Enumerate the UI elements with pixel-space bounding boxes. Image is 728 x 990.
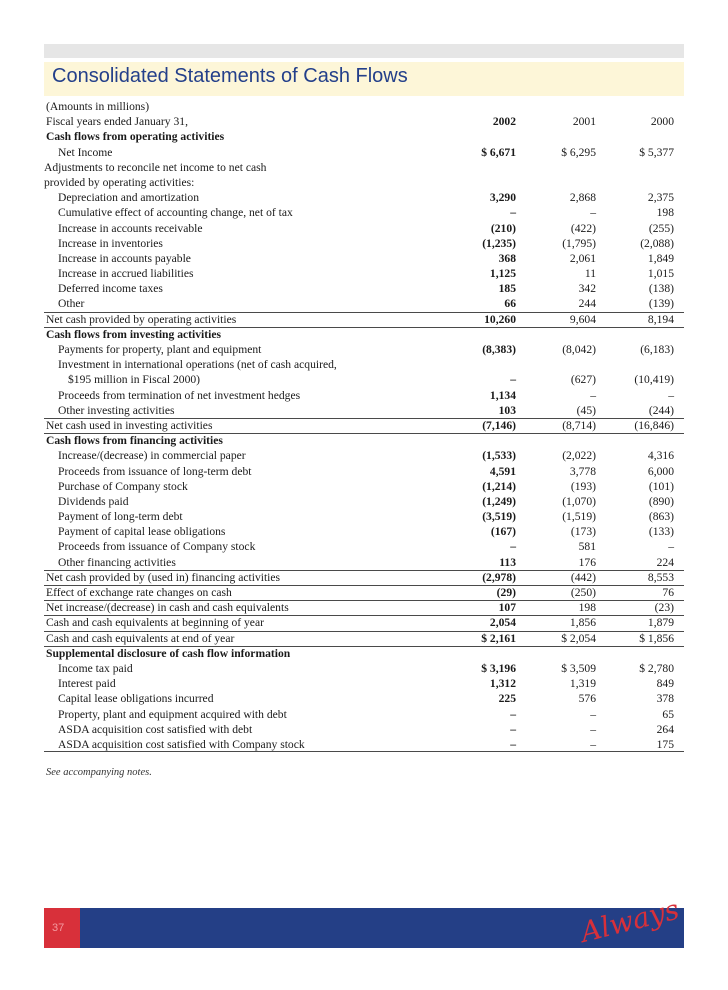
value-2001: (173) (570, 525, 596, 539)
value-2000: (23) (654, 601, 674, 615)
table-row (44, 555, 684, 570)
value-2001: – (590, 722, 596, 736)
table-row (44, 494, 684, 509)
value-2000: (101) (648, 479, 674, 493)
row-label: Net cash used in investing activities (46, 418, 213, 432)
row-label: Income tax paid (58, 661, 133, 675)
year-2002: 2002 (492, 115, 516, 129)
value-2000: – (668, 388, 674, 402)
value-2000: 8,194 (647, 312, 674, 326)
row-label: Investment in international operations (net of cash acquired, (58, 358, 337, 372)
value-2001: 2,061 (569, 251, 596, 265)
value-2001: (8,042) (562, 343, 596, 356)
value-2002: 1,312 (489, 677, 516, 691)
value-2002: 113 (499, 555, 516, 569)
always-logo (574, 892, 683, 949)
table-row (44, 539, 684, 554)
cash-flow-table (44, 99, 684, 752)
value-2000: (890) (648, 494, 674, 508)
row-label: Payments for property, plant and equipment (58, 343, 262, 356)
value-2002: 1,134 (489, 388, 516, 402)
table-row (44, 160, 684, 175)
value-2001: 3,778 (569, 464, 596, 478)
section-heading-row (44, 129, 684, 144)
units-row (44, 99, 684, 114)
value-2002: 10,260 (484, 312, 516, 326)
value-2000: – (668, 540, 674, 554)
value-2001: (2,022) (562, 449, 596, 463)
row-label: Payment of long-term debt (58, 510, 183, 524)
row-label: Property, plant and equipment acquired with debt (58, 707, 287, 721)
row-label: Net Income (58, 145, 113, 159)
value-2000: $ 2,780 (639, 661, 674, 675)
section-heading-row (44, 646, 684, 661)
value-2002: 4,591 (489, 464, 516, 478)
value-2002: (1,235) (482, 236, 516, 250)
table-row (44, 661, 684, 676)
value-2000: 2,375 (647, 191, 674, 205)
row-label: Proceeds from termination of net investment hedges (58, 388, 301, 402)
row-label: Proceeds from issuance of Company stock (58, 540, 256, 554)
row-label: Net cash provided by operating activities (46, 312, 237, 326)
value-2002: (167) (490, 525, 516, 539)
value-2001: (442) (570, 570, 596, 584)
table-row (44, 524, 684, 539)
value-2002: – (510, 722, 516, 736)
row-label: Increase in accounts payable (58, 251, 191, 265)
table-row (44, 691, 684, 706)
value-2001: $ 3,509 (561, 661, 596, 675)
value-2000: (138) (648, 282, 674, 296)
value-2002: 2,054 (489, 616, 516, 630)
value-2002: (29) (496, 586, 516, 599)
value-2000: 1,879 (647, 616, 674, 630)
value-2002: 3,290 (489, 191, 516, 205)
table-row (44, 418, 684, 433)
years-header-row (44, 114, 684, 129)
row-label: provided by operating activities: (44, 175, 195, 189)
value-2001: (422) (570, 221, 596, 235)
value-2001: – (590, 388, 596, 402)
table-row (44, 570, 684, 585)
row-label: Other financing activities (58, 555, 176, 569)
value-2000: (255) (648, 221, 674, 235)
value-2000: 198 (656, 206, 674, 220)
value-2002: (1,249) (482, 494, 516, 508)
value-2001: 176 (578, 555, 596, 569)
row-label: $195 million in Fiscal 2000) (68, 373, 201, 387)
value-2002: – (510, 206, 516, 220)
value-2000: 175 (656, 737, 674, 751)
table-row (44, 676, 684, 691)
year-2001: 2001 (572, 115, 596, 129)
value-2001: (193) (570, 479, 596, 493)
value-2002: 1,125 (489, 267, 516, 281)
table-row (44, 357, 684, 372)
value-2000: (244) (648, 403, 674, 417)
value-2001: $ 6,295 (561, 145, 596, 159)
table-row (44, 737, 684, 752)
value-2001: 2,868 (569, 191, 596, 205)
value-2001: (45) (576, 403, 596, 417)
value-2000: 65 (662, 707, 674, 721)
year-2000: 2000 (650, 115, 674, 129)
table-row (44, 707, 684, 722)
units-label: (Amounts in millions) (46, 100, 150, 113)
table-row (44, 175, 684, 190)
value-2002: 66 (504, 297, 516, 311)
value-2000: (133) (648, 525, 674, 539)
value-2001: – (590, 707, 596, 721)
value-2002: (8,383) (482, 343, 516, 356)
value-2002: (7,146) (482, 418, 516, 432)
value-2000: (16,846) (634, 418, 674, 432)
value-2001: 9,604 (569, 312, 596, 326)
table-row (44, 190, 684, 205)
table-row (44, 251, 684, 266)
value-2002: – (510, 707, 516, 721)
value-2002: (1,214) (482, 479, 516, 493)
row-label: Dividends paid (58, 494, 129, 508)
row-label: Increase in accounts receivable (58, 221, 203, 235)
value-2000: (2,088) (640, 236, 674, 250)
header-band (44, 44, 684, 58)
title-bar (44, 62, 684, 96)
page-number-box (44, 908, 80, 948)
section-heading: Supplemental disclosure of cash flow information (46, 646, 291, 660)
page-title: Consolidated Statements of Cash Flows (52, 65, 408, 87)
value-2002: 103 (498, 403, 516, 417)
row-label: Increase in accrued liabilities (58, 267, 194, 281)
row-label: ASDA acquisition cost satisfied with Company stock (58, 737, 305, 751)
value-2000: $ 1,856 (639, 631, 674, 645)
row-label: Net cash provided by (used in) financing activities (46, 570, 281, 584)
value-2002: (2,978) (482, 570, 516, 584)
value-2002: (3,519) (482, 510, 516, 524)
value-2000: 8,553 (647, 570, 674, 584)
table-row (44, 464, 684, 479)
value-2001: (627) (570, 373, 596, 387)
row-label: Other investing activities (58, 403, 175, 417)
value-2002: $ 2,161 (481, 631, 516, 645)
value-2000: (10,419) (634, 373, 674, 387)
row-label: Interest paid (58, 677, 116, 691)
table-row (44, 403, 684, 418)
table-row (44, 615, 684, 630)
value-2001: – (590, 206, 596, 220)
value-2000: 224 (656, 555, 674, 569)
table-row (44, 372, 684, 387)
footnote: See accompanying notes. (46, 767, 152, 778)
table-row (44, 479, 684, 494)
value-2000: 264 (656, 722, 674, 736)
row-label: Net increase/(decrease) in cash and cash equivalents (46, 601, 289, 615)
value-2001: 11 (584, 267, 596, 281)
table-row (44, 509, 684, 524)
row-label: Depreciation and amortization (58, 191, 199, 205)
value-2000: 6,000 (647, 464, 674, 478)
value-2001: 1,319 (569, 677, 596, 691)
value-2002: 107 (498, 601, 516, 615)
value-2002: 225 (498, 692, 516, 706)
row-label: Payment of capital lease obligations (58, 525, 226, 539)
value-2002: – (510, 737, 516, 751)
row-label: Cumulative effect of accounting change, net of tax (58, 206, 293, 220)
value-2002: (210) (490, 221, 516, 235)
value-2001: – (590, 737, 596, 751)
section-heading: Cash flows from operating activities (46, 130, 225, 144)
section-heading: Cash flows from investing activities (46, 327, 221, 341)
table-row (44, 145, 684, 160)
value-2000: (139) (648, 297, 674, 311)
table-row (44, 221, 684, 236)
value-2002: 185 (498, 282, 516, 296)
row-label: Capital lease obligations incurred (58, 692, 214, 706)
row-label: Cash and cash equivalents at end of year (46, 631, 235, 645)
table-row (44, 722, 684, 737)
table-row (44, 448, 684, 463)
value-2000: 76 (662, 586, 674, 599)
value-2001: $ 2,054 (561, 631, 596, 645)
value-2000: $ 5,377 (639, 145, 674, 159)
table-row (44, 388, 684, 403)
table-row (44, 600, 684, 615)
row-label: Increase in inventories (58, 236, 163, 250)
value-2002: 368 (498, 251, 516, 265)
value-2000: 1,015 (647, 267, 674, 281)
value-2001: (1,795) (562, 236, 596, 250)
value-2002: – (510, 373, 516, 387)
value-2002: $ 3,196 (481, 661, 516, 675)
row-label: ASDA acquisition cost satisfied with debt (58, 722, 253, 736)
page-number: 37 (52, 922, 65, 934)
table-row (44, 296, 684, 311)
section-heading-row (44, 433, 684, 448)
row-label: Deferred income taxes (58, 282, 163, 296)
value-2001: 198 (578, 601, 596, 615)
value-2001: 581 (578, 540, 596, 554)
row-label: Increase/(decrease) in commercial paper (58, 449, 246, 463)
table-row (44, 585, 684, 600)
value-2001: (250) (570, 586, 596, 599)
value-2001: (8,714) (562, 418, 596, 432)
logo-lettering: Always (577, 892, 683, 949)
row-label: Other (58, 297, 85, 311)
value-2001: 1,856 (569, 616, 596, 630)
table-row (44, 342, 684, 357)
table-row (44, 205, 684, 220)
value-2002: $ 6,671 (481, 145, 516, 159)
value-2000: 4,316 (647, 449, 674, 463)
table-row (44, 281, 684, 296)
table-row (44, 266, 684, 281)
row-label: Purchase of Company stock (58, 479, 188, 493)
value-2001: 576 (578, 692, 596, 706)
row-label: Effect of exchange rate changes on cash (46, 586, 232, 599)
value-2000: 378 (656, 692, 674, 706)
table-row (44, 312, 684, 327)
value-2000: 1,849 (647, 251, 674, 265)
value-2001: 244 (578, 297, 596, 311)
value-2002: (1,533) (482, 449, 516, 463)
row-label: Cash and cash equivalents at beginning of year (46, 616, 264, 630)
value-2000: (6,183) (640, 343, 674, 356)
section-heading-row (44, 327, 684, 342)
table-row (44, 236, 684, 251)
value-2001: (1,070) (562, 494, 596, 508)
table-row (44, 631, 684, 646)
value-2001: (1,519) (562, 510, 596, 524)
row-label: Adjustments to reconcile net income to net cash (44, 160, 267, 174)
value-2000: (863) (648, 510, 674, 524)
value-2000: 849 (656, 677, 674, 691)
value-2002: – (510, 540, 516, 554)
period-label: Fiscal years ended January 31, (46, 115, 188, 129)
value-2001: 342 (578, 282, 596, 296)
row-label: Proceeds from issuance of long-term debt (58, 464, 252, 478)
section-heading: Cash flows from financing activities (46, 434, 223, 448)
